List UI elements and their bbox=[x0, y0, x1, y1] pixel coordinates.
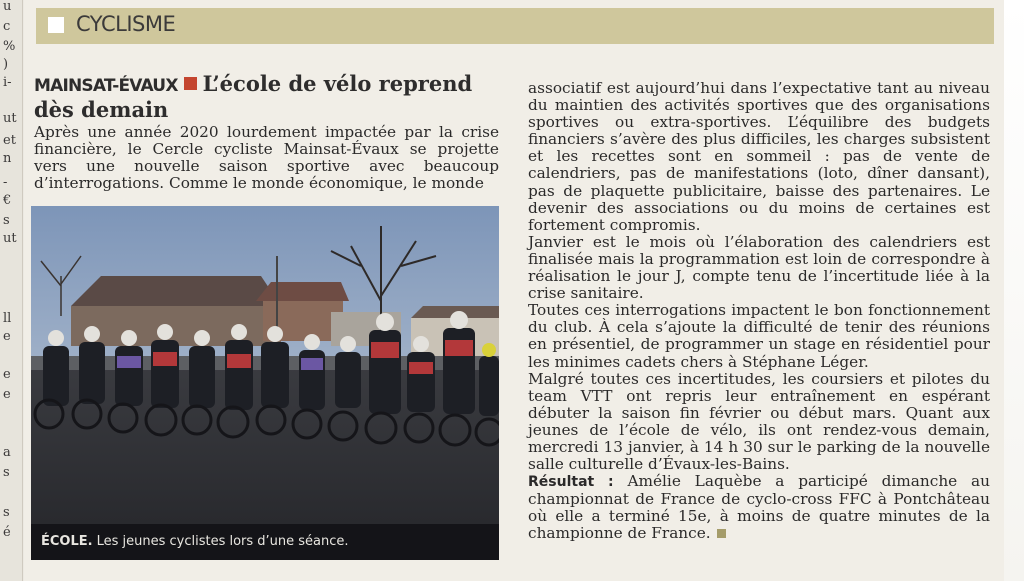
rubric-square-icon bbox=[48, 17, 64, 33]
page-edge bbox=[1004, 0, 1024, 581]
dateline-location: MAINSAT-ÉVAUX bbox=[34, 76, 178, 96]
margin-char: s bbox=[3, 213, 10, 228]
margin-char: i- bbox=[3, 75, 12, 90]
article-intro: Après une année 2020 lourdement impactée par la crise financière, le Cercle cycliste Mainsat-Évaux se projette vers une nouvelle saison sportive avec beaucoup d’interrogations. Comme le monde économique, le monde bbox=[34, 123, 499, 193]
article-headline bbox=[34, 72, 504, 122]
end-mark-icon bbox=[717, 529, 726, 538]
margin-char: % bbox=[3, 39, 16, 54]
margin-char: € bbox=[3, 193, 12, 208]
margin-char: ut bbox=[3, 231, 17, 246]
margin-char: e bbox=[3, 367, 11, 382]
margin-char: s bbox=[3, 505, 10, 520]
margin-char: - bbox=[3, 175, 8, 190]
margin-char: u bbox=[3, 0, 12, 14]
caption-text: Les jeunes cyclistes lors d’une séance. bbox=[96, 534, 349, 549]
article-title: L’école de vélo reprend dès demain bbox=[34, 71, 473, 122]
margin-char: ll bbox=[3, 311, 12, 326]
photo-caption bbox=[31, 524, 499, 560]
margin-char: c bbox=[3, 19, 11, 34]
margin-char: ) bbox=[3, 57, 9, 72]
result-label: Résultat : bbox=[528, 474, 614, 491]
article-photo bbox=[31, 206, 499, 560]
caption-label: ÉCOLE. bbox=[41, 534, 93, 549]
margin-char: et bbox=[3, 133, 16, 148]
adjacent-column-strip bbox=[0, 0, 23, 581]
section-label: CYCLISME bbox=[76, 12, 176, 36]
section-rubric-bar bbox=[36, 8, 994, 44]
body-paragraph: associatif est aujourd’hui dans l’expectative tant au niveau du maintien des activités sportives que des organisations sportives ou extra-sportives. L’équilibre des budgets financiers s’avère des plus difficiles, les charges subsistent et les recettes sont en sommeil : pas de vente de calendriers, pas de manifestations (loto, dîner dansant), pas de plaquette publicitaire, baisse des partenaires. Le devenir des associations ou du moins de certaines est fortement compromis. bbox=[528, 79, 990, 234]
margin-char: e bbox=[3, 329, 11, 344]
title-square-icon bbox=[184, 77, 197, 90]
cyclists-photo-illustration bbox=[31, 206, 499, 560]
margin-char: s bbox=[3, 465, 10, 480]
article-body-right bbox=[528, 80, 990, 543]
margin-char: é bbox=[3, 525, 11, 540]
result-paragraph bbox=[528, 473, 990, 542]
margin-char: ut bbox=[3, 111, 17, 126]
body-paragraph: Malgré toutes ces incertitudes, les coursiers et pilotes du team VTT ont repris leur entraînement en espérant débuter la saison fin février ou début mars. Quant aux jeunes de l’école de vélo, ils ont rendez-vous demain, mercredi 13 janvier, à 14 h 30 sur le parking de la nouvelle salle culturelle d’Évaux-les-Bains. bbox=[528, 369, 990, 474]
body-paragraph: Toutes ces interrogations impactent le bon fonctionnement du club. À cela s’ajoute la difficulté de tenir des réunions en présentiel, de programmer un stage en résidentiel pour les minimes cadets chers à Stéphane Léger. bbox=[528, 301, 990, 371]
margin-char: a bbox=[3, 445, 11, 460]
body-paragraph: Janvier est le mois où l’élaboration des calendriers est finalisée mais la programmation est loin de correspondre à réalisation le jour J, compte tenu de l’incertitude liée à la crise sanitaire. bbox=[528, 232, 990, 303]
margin-char: n bbox=[3, 151, 12, 166]
newspaper-page bbox=[24, 0, 1004, 581]
margin-char: e bbox=[3, 387, 11, 402]
result-text: Amélie Laquèbe a participé dimanche au championnat de France de cyclo-cross FFC à Pontchâteau où elle a terminé 15e, à moins de quatre minutes de la championne de France. bbox=[528, 472, 990, 543]
